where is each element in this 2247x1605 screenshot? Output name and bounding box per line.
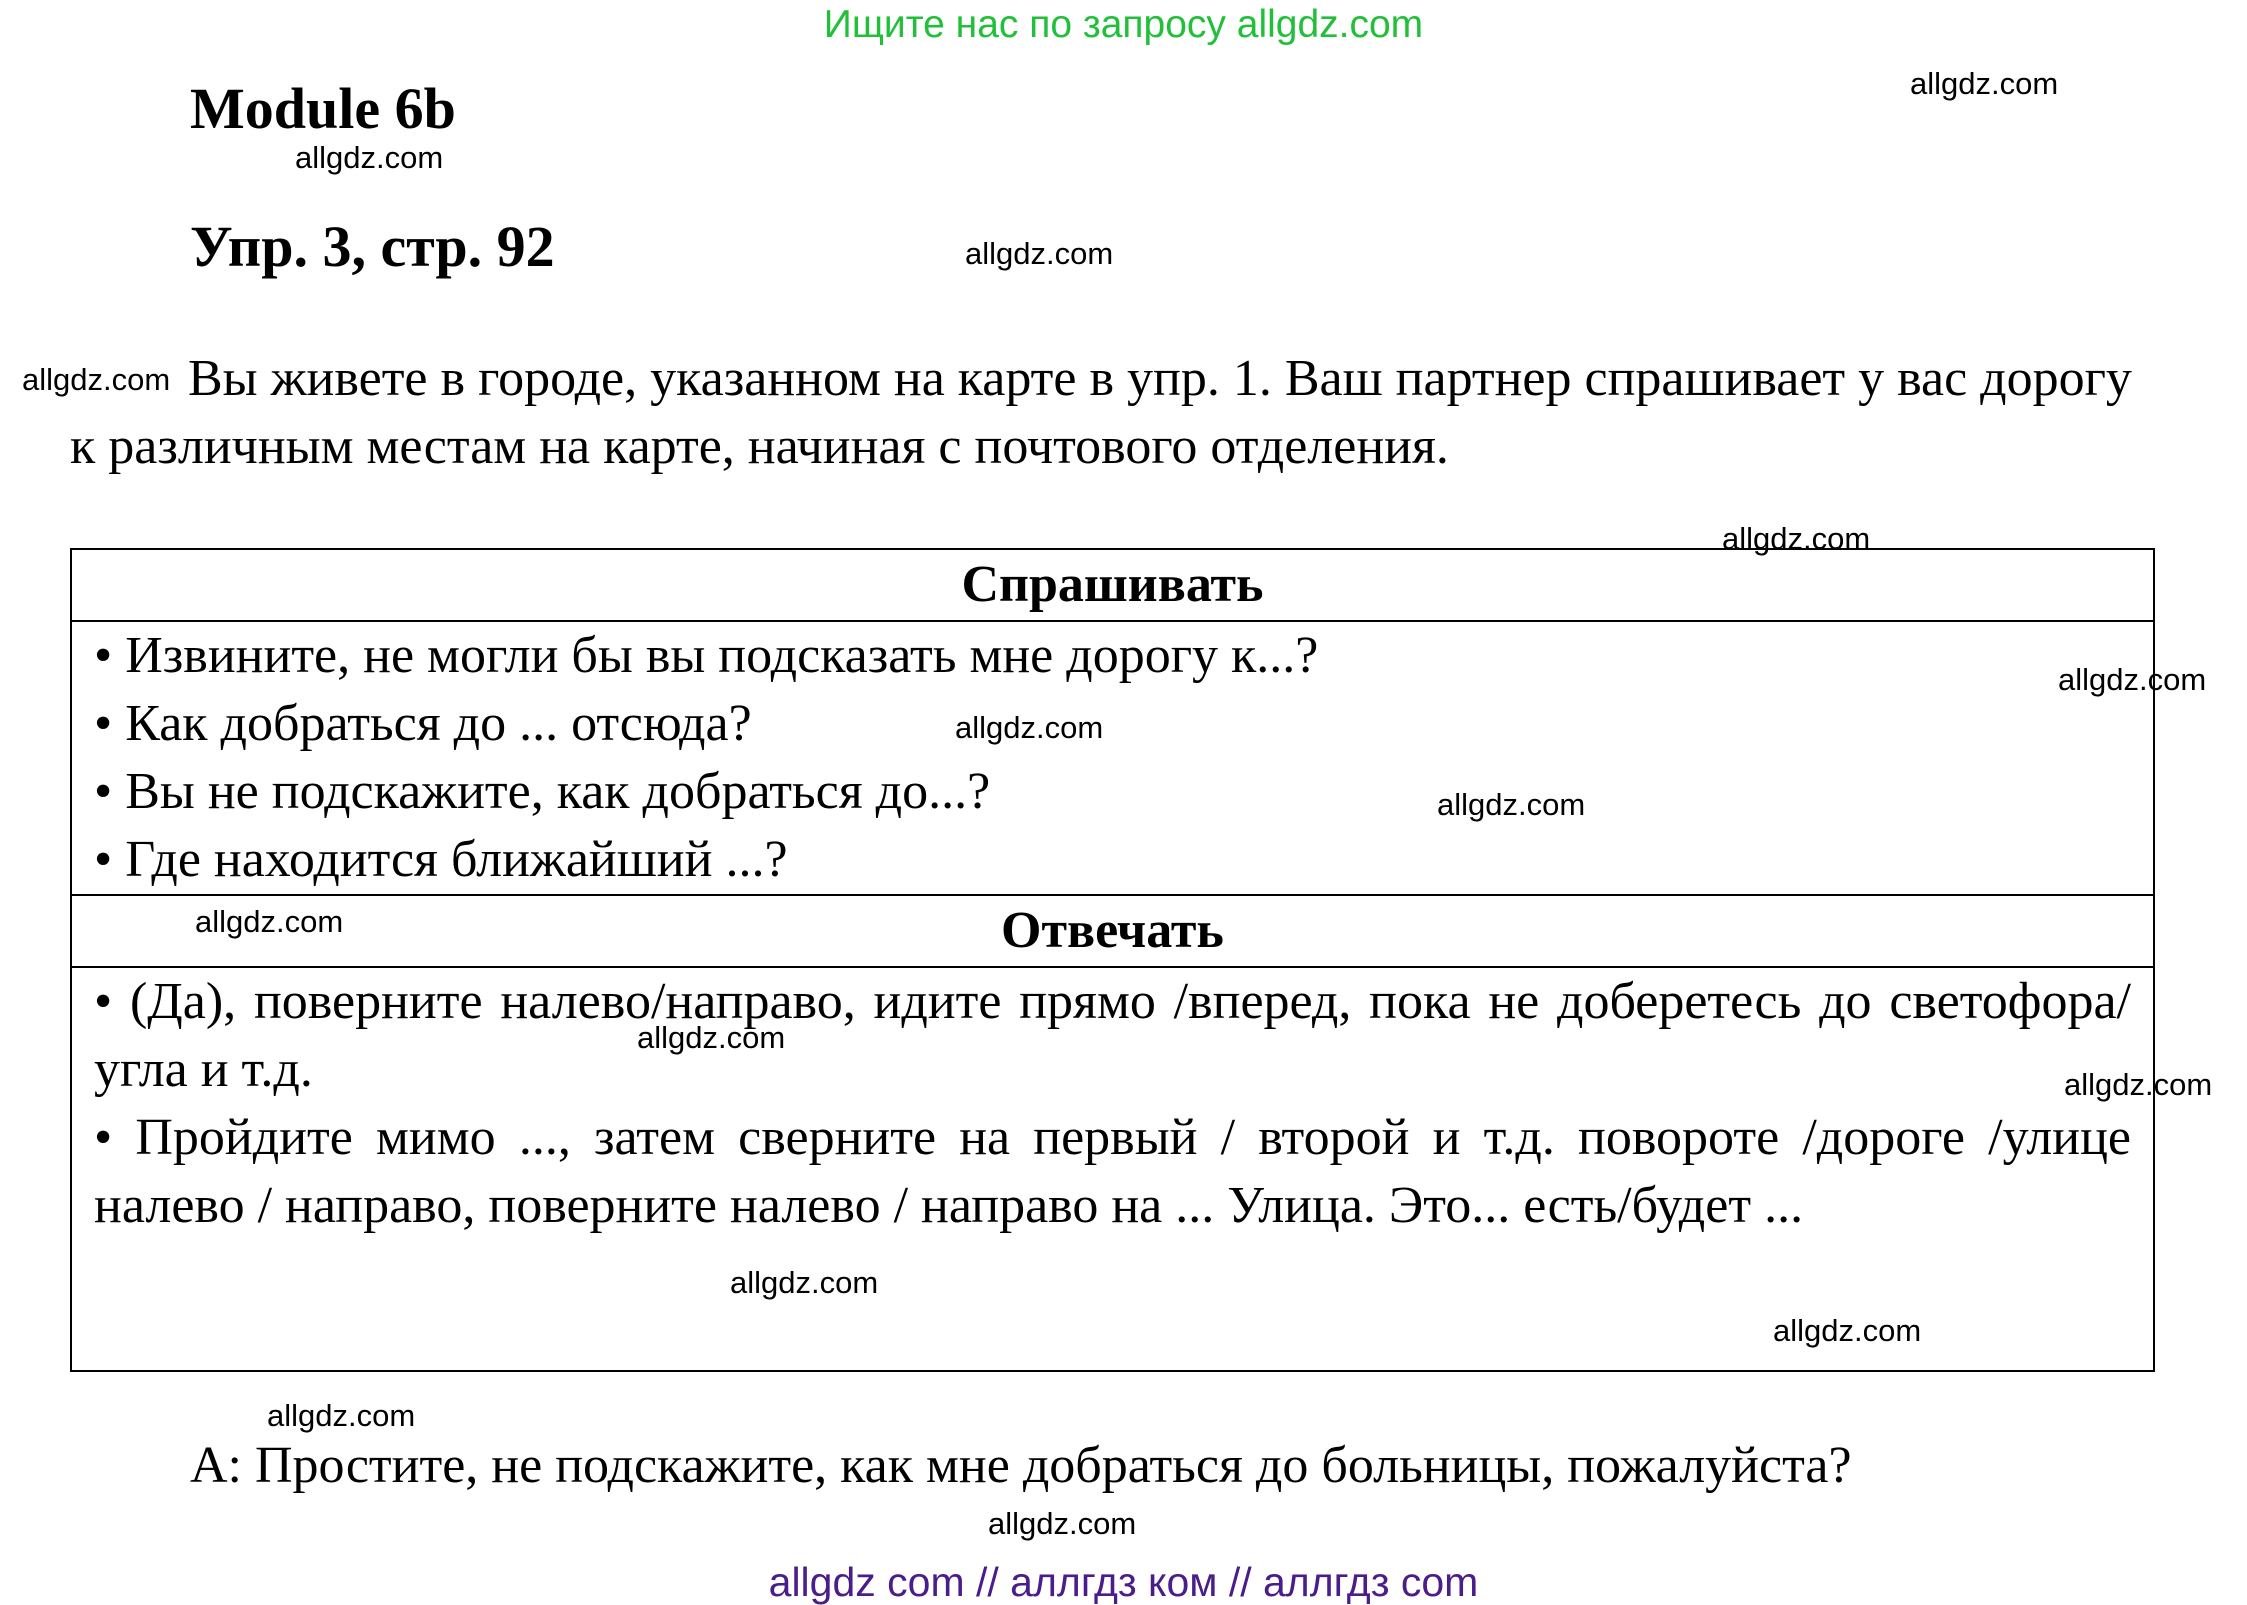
ask-item: • Где находится ближайший ...? — [94, 831, 788, 888]
watermark: allgdz.com — [2064, 1067, 2213, 1102]
exercise-title: Упр. 3, стр. 92 — [190, 214, 555, 279]
answer-list — [71, 967, 2154, 1371]
ask-item: • Извините, не могли бы вы подсказать мне дорогу к...? — [94, 627, 1319, 684]
intro-text: Вы живете в городе, указанном на карте в упр. 1. Ваш партнер спрашивает у вас дорогу к различным местам на карте, начиная с почтового отделения. — [70, 350, 2132, 475]
phrase-table — [70, 548, 2155, 1372]
ask-header: Спрашивать — [71, 549, 2154, 621]
intro-paragraph — [70, 345, 2150, 481]
dialog-line: А: Простите, не подскажите, как мне добраться до больницы, пожалуйста? — [190, 1437, 1852, 1494]
ask-item: • Вы не подскажите, как добраться до...? — [94, 763, 991, 820]
watermark: allgdz.com — [965, 236, 1114, 271]
watermark: allgdz.com — [1773, 1313, 1922, 1348]
watermark: allgdz.com — [730, 1265, 879, 1300]
watermark: allgdz.com — [195, 904, 344, 939]
watermark: allgdz.com — [637, 1020, 786, 1055]
watermark: allgdz.com — [955, 710, 1104, 745]
answer-item: • Пройдите мимо ..., затем сверните на первый / второй и т.д. повороте /дороге /улице налево / направо, поверните налево / направо на ... Улица. Это... есть/будет ... — [94, 1109, 2131, 1234]
answer-item: • (Да), поверните налево/направо, идите прямо /вперед, пока не доберетесь до светофора/ угла и т.д. — [94, 973, 2131, 1098]
module-title: Module 6b — [190, 76, 456, 141]
watermark: allgdz.com — [988, 1506, 1137, 1541]
top-banner: Ищите нас по запросу allgdz.com — [823, 3, 1424, 46]
answer-header: Отвечать — [71, 895, 2154, 967]
watermark: allgdz.com — [22, 362, 171, 397]
ask-item: • Как добраться до ... отсюда? — [94, 695, 752, 752]
watermark: allgdz.com — [1722, 521, 1871, 556]
ask-list — [71, 621, 2154, 895]
footer-links: allgdz com // аллгдз ком // аллгдз com — [768, 1559, 1479, 1605]
watermark: allgdz.com — [1910, 66, 2059, 101]
watermark: allgdz.com — [267, 1398, 416, 1433]
watermark: allgdz.com — [295, 140, 444, 175]
watermark: allgdz.com — [1437, 787, 1586, 822]
watermark: allgdz.com — [2058, 662, 2207, 697]
